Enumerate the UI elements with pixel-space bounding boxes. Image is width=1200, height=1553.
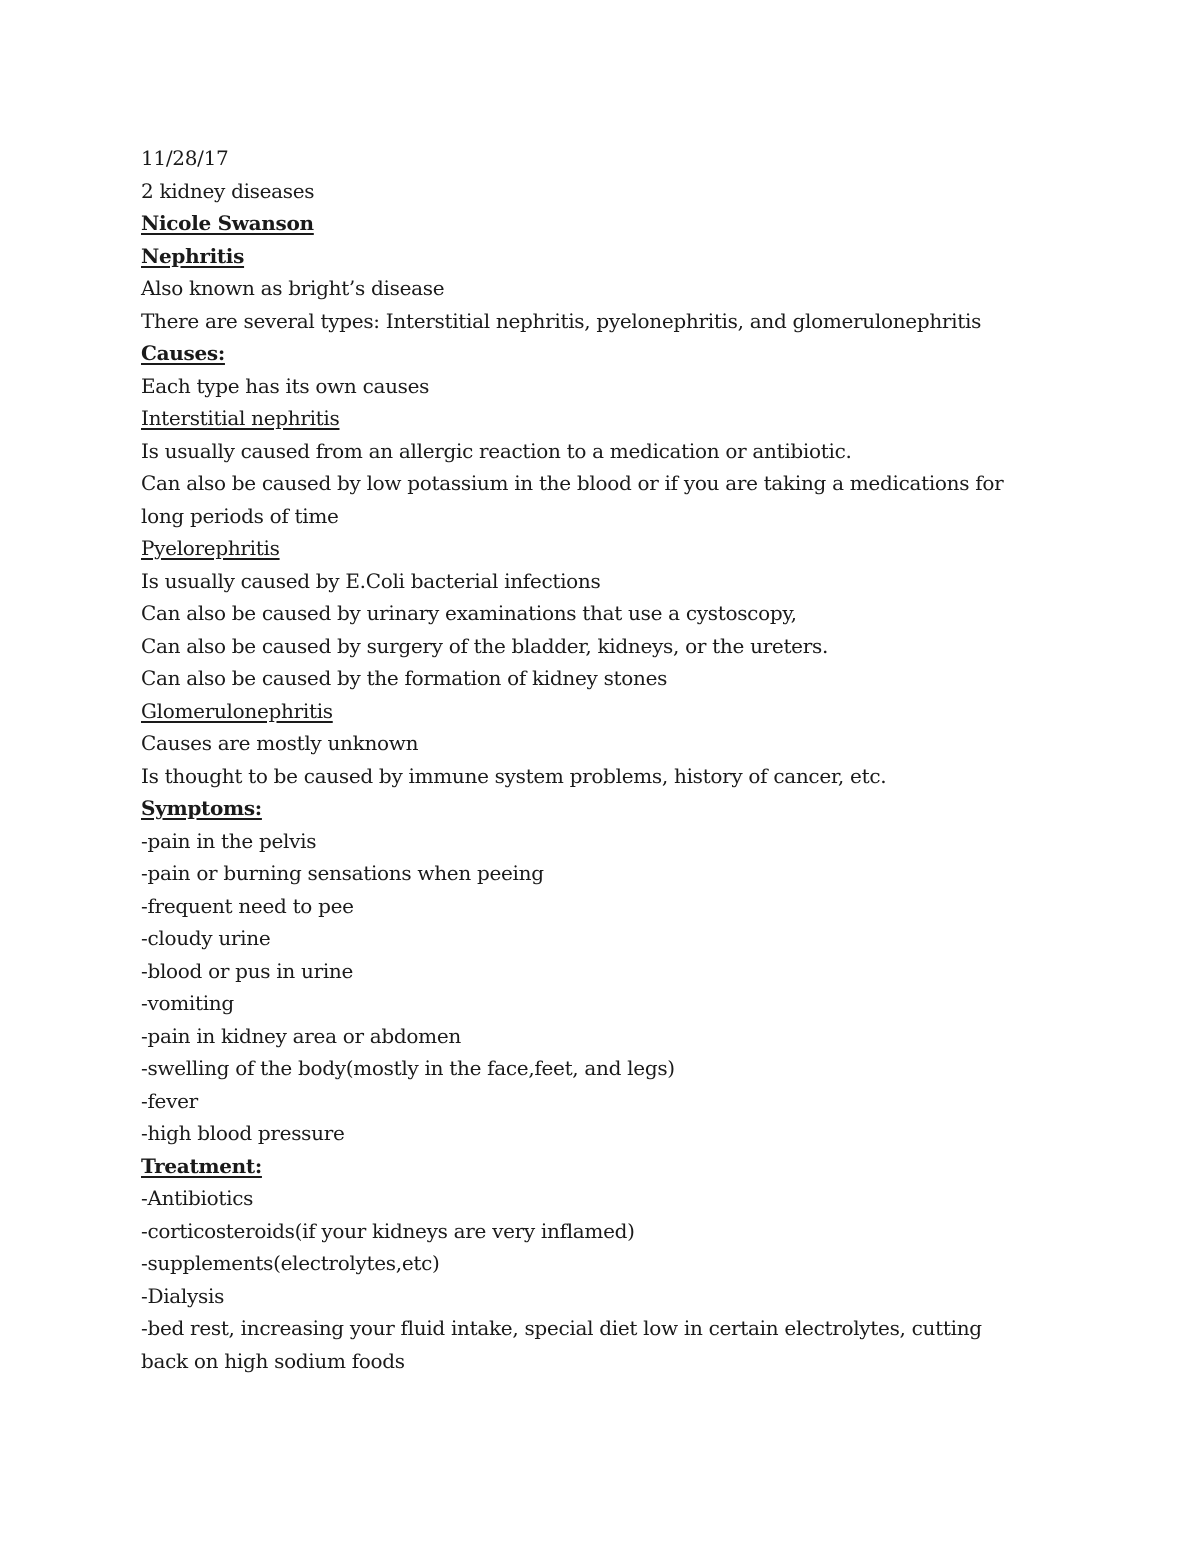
cause-line: Can also be caused by low potassium in the blood or if you are taking a medications for long periods of time: [141, 471, 1004, 528]
causes-heading: Causes:: [141, 341, 225, 365]
document-body: [141, 142, 1041, 1377]
document-subtitle: 2 kidney diseases: [141, 178, 315, 203]
intro-line: Also known as bright’s disease: [141, 276, 445, 300]
treatment-item: -bed rest, increasing your fluid intake, special diet low in certain electrolytes, cutting back on high sodium foods: [141, 1316, 982, 1373]
symptom-item: -high blood pressure: [141, 1121, 345, 1145]
treatment-item: -Dialysis: [141, 1283, 225, 1308]
document-date: 11/28/17: [141, 146, 229, 170]
causes-intro: Each type has its own causes: [141, 373, 430, 398]
symptoms-heading: Symptoms:: [141, 796, 262, 820]
cause-line: Can also be caused by urinary examinations that use a cystoscopy,: [141, 601, 797, 625]
symptom-item: -pain in the pelvis: [141, 828, 317, 853]
document-title: Nephritis: [141, 243, 245, 268]
symptom-item: -pain in kidney area or abdomen: [141, 1023, 461, 1048]
symptom-item: -frequent need to pee: [141, 893, 354, 918]
symptom-item: -fever: [141, 1088, 198, 1113]
pyelonephritis-heading: Pyelorephritis: [141, 536, 280, 560]
symptom-item: -cloudy urine: [141, 926, 271, 950]
cause-line: Is usually caused by E.Coli bacterial infections: [141, 568, 601, 593]
treatment-item: -Antibiotics: [141, 1186, 254, 1210]
interstitial-heading: Interstitial nephritis: [141, 406, 340, 430]
symptom-item: -swelling of the body(mostly in the face,feet, and legs): [141, 1056, 675, 1080]
cause-line: Causes are mostly unknown: [141, 731, 419, 755]
symptom-item: -blood or pus in urine: [141, 958, 354, 983]
treatment-item: -corticosteroids(if your kidneys are very inflamed): [141, 1218, 635, 1243]
cause-line: Can also be caused by the formation of kidney stones: [141, 666, 668, 690]
cause-line: Is thought to be caused by immune system problems, history of cancer, etc.: [141, 763, 887, 788]
treatment-heading: Treatment:: [141, 1153, 262, 1178]
cause-line: Can also be caused by surgery of the bladder, kidneys, or the ureters.: [141, 633, 828, 658]
intro-line: There are several types: Interstitial nephritis, pyelonephritis, and glomerulonephritis: [141, 308, 982, 333]
symptom-item: -vomiting: [141, 991, 234, 1015]
cause-line: Is usually caused from an allergic reaction to a medication or antibiotic.: [141, 438, 852, 463]
author-name: Nicole Swanson: [141, 211, 314, 235]
symptom-item: -pain or burning sensations when peeing: [141, 861, 544, 885]
glomerulonephritis-heading: Glomerulonephritis: [141, 698, 333, 723]
treatment-item: -supplements(electrolytes,etc): [141, 1251, 440, 1275]
